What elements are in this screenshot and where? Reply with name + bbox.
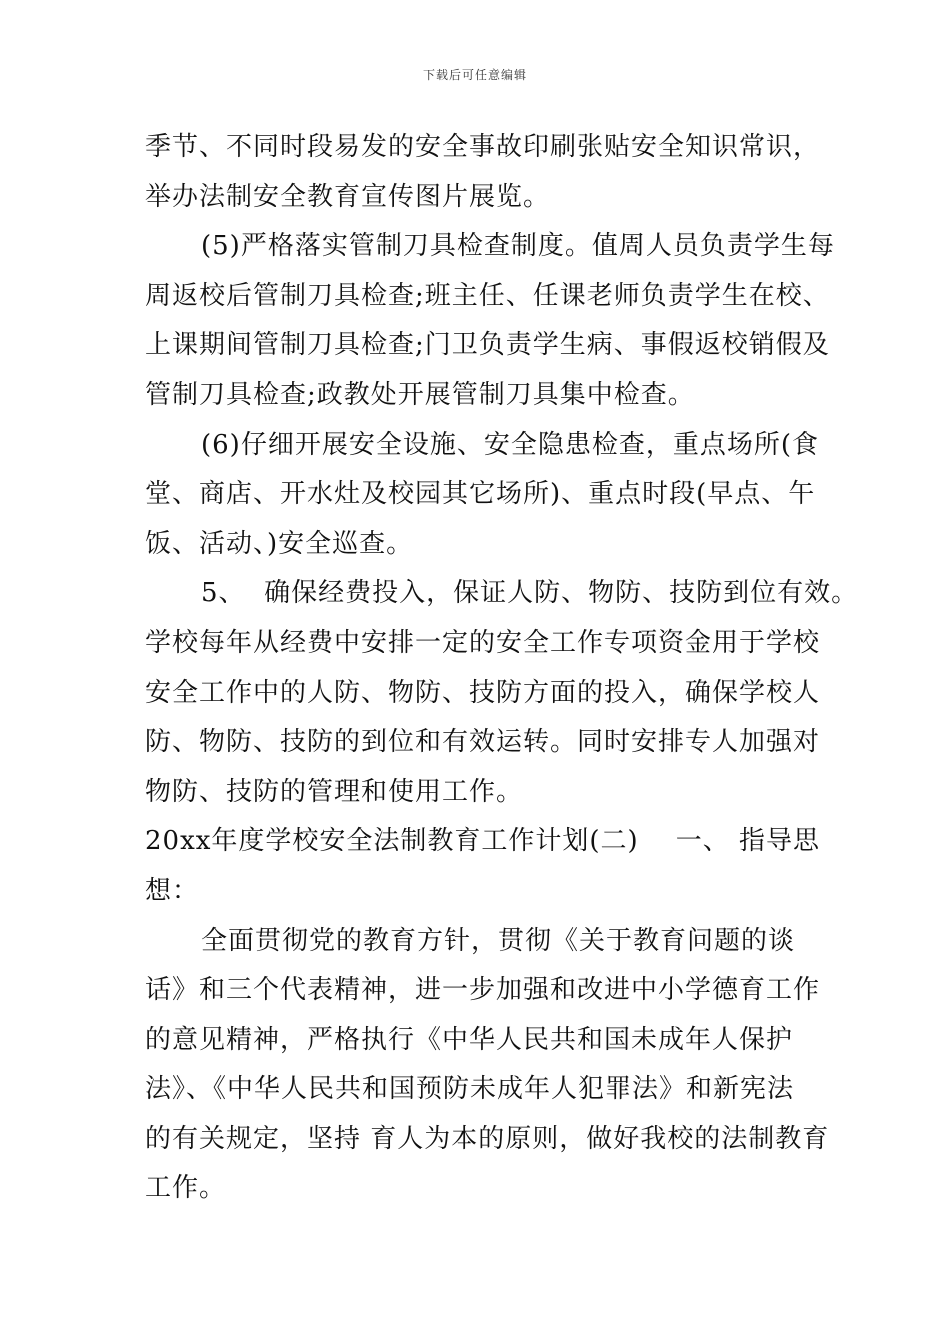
- text-line: 5、 确保经费投入，保证人防、物防、技防到位有效。: [201, 578, 859, 609]
- text-line: 上课期间管制刀具检查;门卫负责学生病、事假返校销假及: [145, 330, 830, 361]
- text-line: (6)仔细开展安全设施、安全隐患检查，重点场所(食: [201, 429, 819, 460]
- page-header: 下载后可任意编辑: [422, 68, 527, 82]
- text-line: 堂、商店、开水灶及校园其它场所)、重点时段(早点、午: [145, 479, 816, 510]
- text-line: 20xx年度学校安全法制教育工作计划(二) 一、 指导思: [145, 826, 821, 857]
- text-line: 话》和三个代表精神，进一步加强和改进中小学德育工作: [145, 975, 821, 1006]
- text-line: 饭、活动、)安全巡查。: [145, 528, 414, 559]
- text-line: 安全工作中的人防、物防、技防方面的投入，确保学校人: [145, 677, 821, 708]
- document-body: [145, 123, 859, 1214]
- text-line: (5)严格落实管制刀具检查制度。值周人员负责学生每: [201, 231, 835, 262]
- text-line: 全面贯彻党的教育方针，贯彻《关于教育问题的谈: [201, 925, 796, 956]
- text-line: 管制刀具检查;政教处开展管制刀具集中检查。: [145, 379, 695, 410]
- text-line: 举办法制安全教育宣传图片展览。: [145, 181, 551, 212]
- text-line: 想：: [145, 875, 200, 906]
- text-line: 的有关规定，坚持 育人为本的原则，做好我校的法制教育: [145, 1123, 830, 1154]
- text-line: 物防、技防的管理和使用工作。: [145, 776, 524, 807]
- text-line: 防、物防、技防的到位和有效运转。同时安排专人加强对: [145, 727, 821, 758]
- text-line: 学校每年从经费中安排一定的安全工作专项资金用于学校: [145, 627, 821, 658]
- text-line: 法》、《中华人民共和国预防未成年人犯罪法》和新宪法: [145, 1074, 795, 1105]
- text-line: 周返校后管制刀具检查;班主任、任课老师负责学生在校、: [145, 280, 830, 311]
- text-line: 季节、不同时段易发的安全事故印刷张贴安全知识常识，: [145, 132, 821, 162]
- text-line: 工作。: [145, 1173, 227, 1204]
- text-line: 的意见精神，严格执行《中华人民共和国未成年人保护: [145, 1024, 794, 1055]
